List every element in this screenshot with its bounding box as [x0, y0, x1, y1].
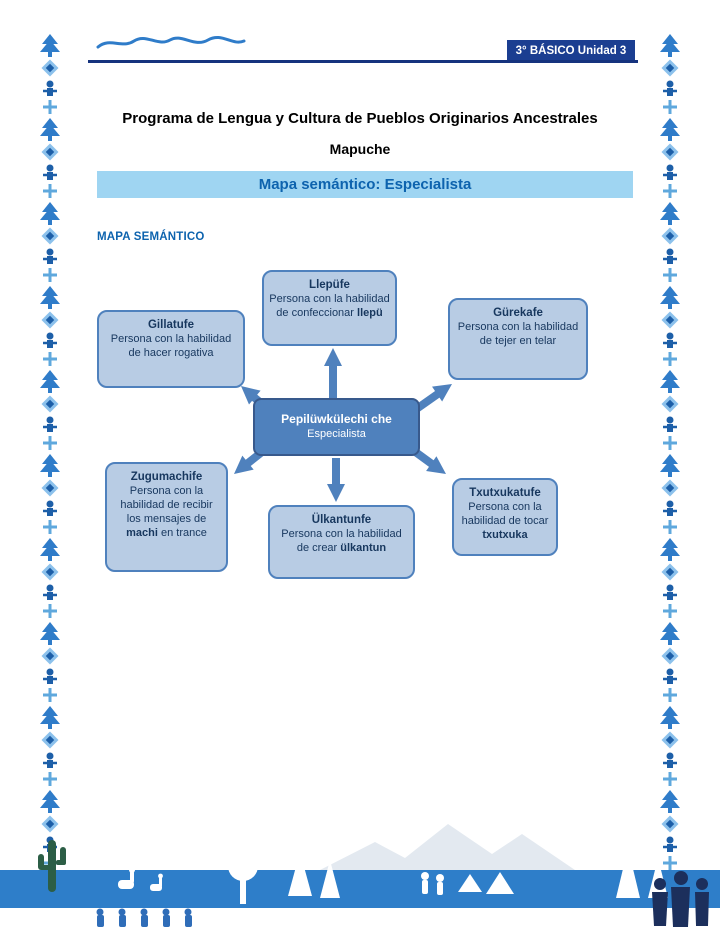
node-title: Gürekafe — [493, 307, 543, 319]
semantic-map — [85, 262, 640, 592]
mountains-icon — [320, 824, 575, 870]
node-body: Persona con la habilidad de hacer rogativa — [110, 333, 232, 360]
node-llepufe — [262, 270, 397, 346]
node-center-especialista — [253, 398, 420, 456]
header-rule — [88, 60, 638, 63]
unit-badge: 3° BÁSICO Unidad 3 — [507, 40, 635, 61]
header-logo-fragment — [96, 34, 246, 52]
right-ornament-border-icon — [652, 34, 688, 874]
footer-people-dark-icon — [652, 871, 709, 927]
footer-landscape-icon — [0, 814, 720, 932]
node-body: Persona con la habilidad de crear ülkantun — [281, 528, 402, 555]
node-gillatufe — [97, 310, 245, 388]
node-body: Persona con la habilidad de recibir los mensajes de machi en trance — [120, 485, 213, 539]
footer-band — [0, 870, 720, 908]
node-body: Especialista — [307, 428, 366, 441]
section-label: MAPA SEMÁNTICO — [97, 231, 205, 243]
node-gurekafe — [448, 298, 588, 380]
node-title: Llepüfe — [309, 279, 350, 291]
program-title: Programa de Lengua y Cultura de Pueblos Originarios Ancestrales — [122, 110, 598, 127]
node-title: Gillatufe — [147, 319, 194, 331]
node-body: Persona con la habilidad de confeccionar llepü — [269, 293, 390, 320]
arrow-down-icon — [327, 458, 345, 502]
arrow-up-right-icon — [415, 377, 457, 410]
node-title: Zugumachife — [130, 471, 203, 483]
node-ulkantunfe — [268, 505, 415, 579]
footer-people-small-blue-icon — [97, 909, 193, 928]
culture-title: Mapuche — [329, 141, 391, 157]
node-title: Pepilüwkülechi che — [281, 412, 392, 427]
node-txutxukatufe — [452, 478, 558, 556]
banner-title: Mapa semántico: Especialista — [97, 171, 633, 198]
arrow-up-icon — [324, 348, 342, 400]
node-title: Ülkantunfe — [311, 514, 372, 526]
node-zugumachife — [105, 462, 228, 572]
node-body: Persona con la habilidad de tejer en telar — [457, 321, 579, 348]
left-ornament-border-icon — [32, 34, 68, 874]
node-title: Txutxukatufe — [469, 487, 541, 499]
node-body: Persona con la habilidad de tocar txutxuka — [461, 501, 549, 541]
